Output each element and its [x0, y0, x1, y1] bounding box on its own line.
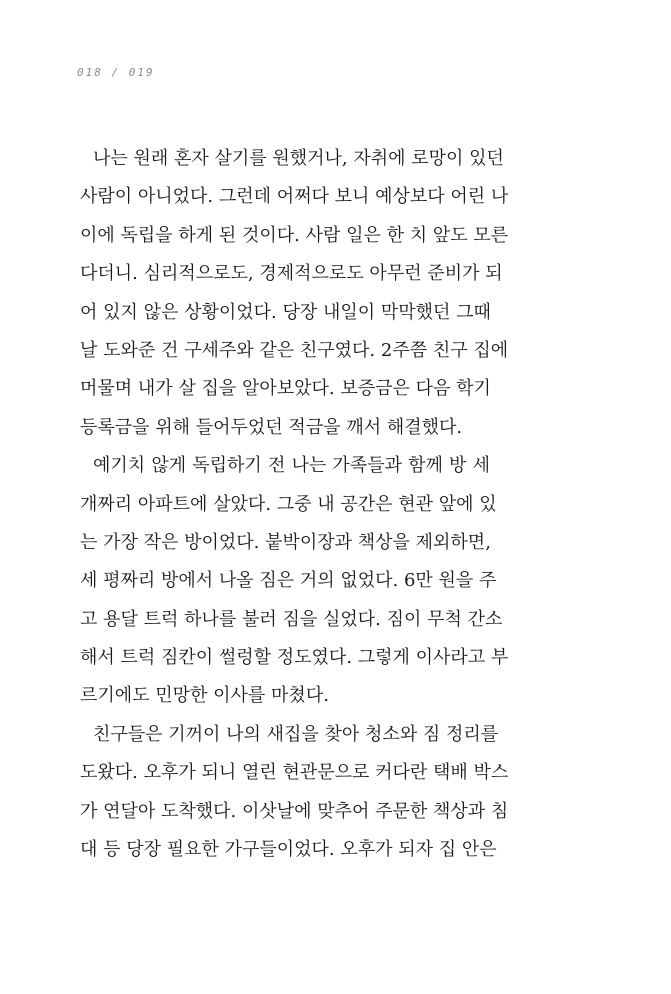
- text-line: 개짜리 아파트에 살았다. 그중 내 공간은 현관 앞에 있: [80, 493, 497, 515]
- text-line: 는 가장 작은 방이었다. 붙박이장과 책상을 제외하면,: [80, 531, 491, 553]
- text-line: 세 평짜리 방에서 나올 짐은 거의 없었다. 6만 원을 주: [80, 570, 497, 592]
- paragraph: [80, 447, 509, 716]
- page-body-text: [80, 140, 509, 869]
- text-line: 사람이 아니었다. 그런데 어쩌다 보니 예상보다 어린 나: [80, 186, 509, 208]
- text-line: 도왔다. 오후가 되니 열린 현관문으로 커다란 택배 박스: [80, 762, 509, 784]
- text-line: 등록금을 위해 들어두었던 적금을 깨서 해결했다.: [80, 416, 463, 438]
- text-line: 가 연달아 도착했다. 이삿날에 맞추어 주문한 책상과 침: [80, 800, 509, 822]
- text-line: 르기에도 민망한 이사를 마쳤다.: [80, 685, 329, 707]
- paragraph: [80, 140, 509, 447]
- text-line: 날 도와준 건 구세주와 같은 친구였다. 2주쯤 친구 집에: [80, 339, 509, 361]
- text-line: 고 용달 트럭 하나를 불러 짐을 실었다. 짐이 무척 간소: [80, 608, 503, 630]
- paragraph: [80, 716, 509, 870]
- text-line: 어 있지 않은 상황이었다. 당장 내일이 막막했던 그때: [80, 301, 491, 323]
- text-line: 머물며 내가 살 집을 알아보았다. 보증금은 다음 학기: [80, 378, 491, 400]
- text-line: 대 등 당장 필요한 가구들이었다. 오후가 되자 집 안은: [80, 839, 497, 861]
- text-line: 예기치 않게 독립하기 전 나는 가족들과 함께 방 세: [93, 455, 490, 477]
- text-line: 이에 독립을 하게 된 것이다. 사람 일은 한 치 앞도 모른: [80, 224, 509, 246]
- page-number: 018 / 019: [77, 66, 155, 79]
- text-line: 다더니. 심리적으로도, 경제적으로도 아무런 준비가 되: [80, 263, 503, 285]
- text-line: 해서 트럭 짐칸이 썰렁할 정도였다. 그렇게 이사라고 부: [80, 647, 509, 669]
- text-line: 나는 원래 혼자 살기를 원했거나, 자취에 로망이 있던: [93, 148, 504, 169]
- text-line: 친구들은 기꺼이 나의 새집을 찾아 청소와 짐 정리를: [93, 723, 499, 745]
